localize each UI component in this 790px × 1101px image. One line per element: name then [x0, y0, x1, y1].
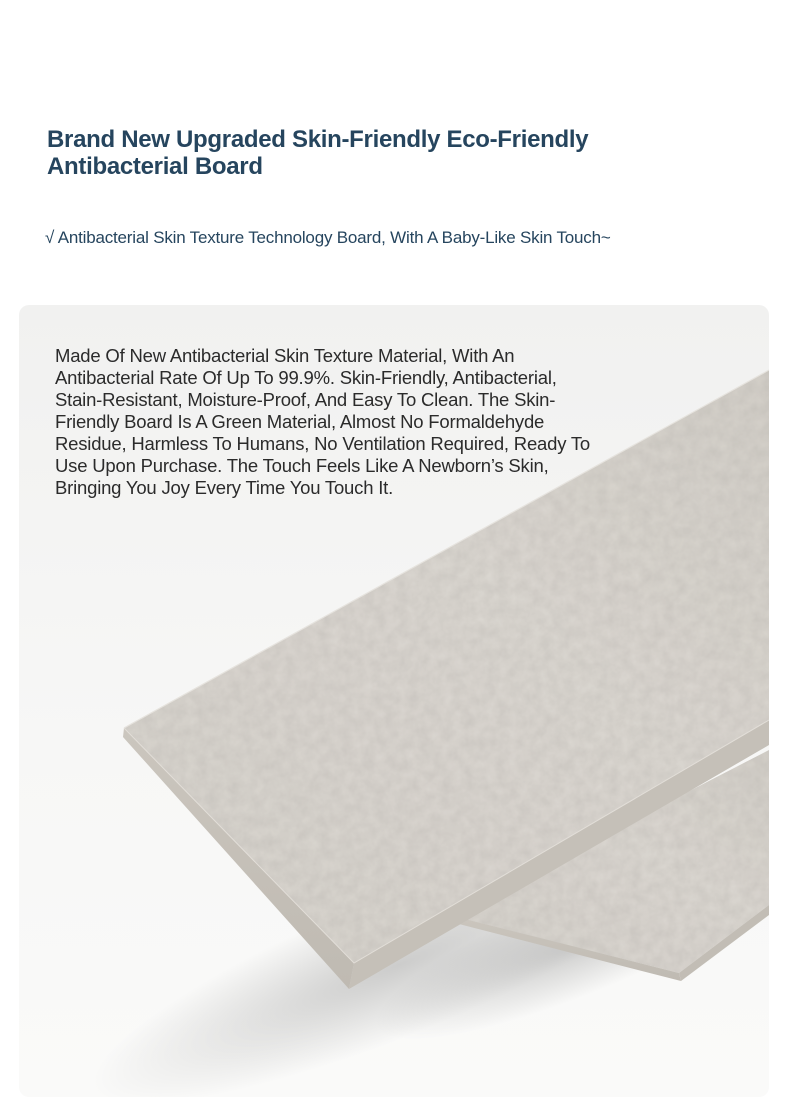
- page-title: Brand New Upgraded Skin-Friendly Eco-Friendly Antibacterial Board: [47, 126, 589, 180]
- feature-description: Made Of New Antibacterial Skin Texture Material, With An Antibacterial Rate Of Up To 99.9%. Skin-Friendly, Antibacterial, Stain-Resistant, Moisture-Proof, And Easy To Clean. The Skin-Friendly Board Is A Green Material, Almost No Formaldehyde Residue, Harmless To Humans, No Ventilation Required, Ready To Use Upon Purchase. The Touch Feels Like A Newborn’s Skin, Bringing You Joy Every Time You Touch It.: [55, 345, 591, 498]
- page-subtitle: √ Antibacterial Skin Texture Technology Board, With A Baby-Like Skin Touch~: [45, 228, 611, 247]
- feature-card: [19, 305, 769, 1097]
